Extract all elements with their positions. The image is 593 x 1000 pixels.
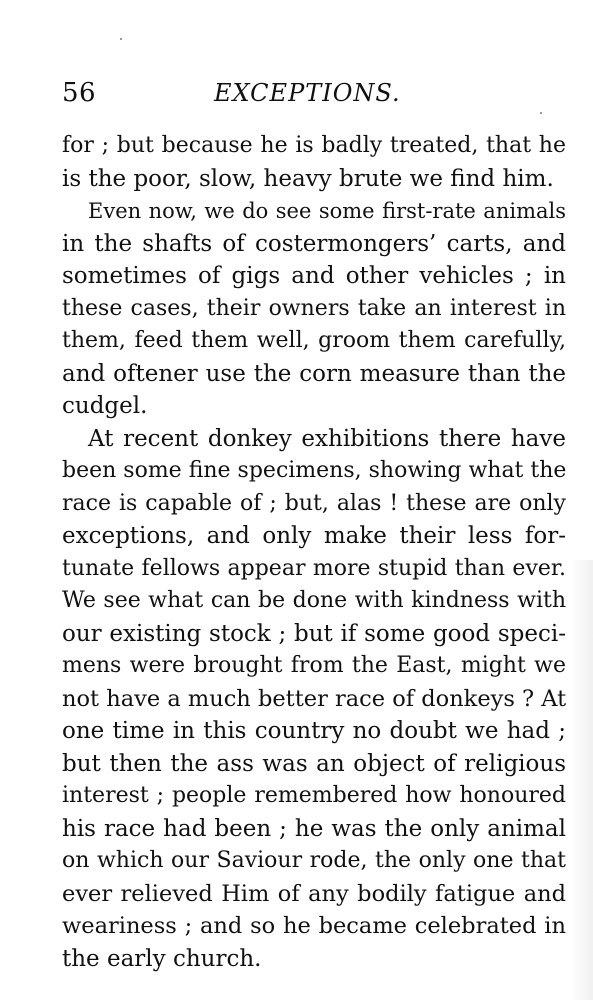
body-text [62, 130, 566, 975]
text-line: the early church. [62, 945, 262, 972]
text-line: been some fine specimens, showing what the [62, 458, 567, 483]
text-line: on which our Saviour rode, the only one that [62, 848, 566, 873]
text-line: for ; but because he is badly treated, that he [62, 133, 566, 158]
running-title: EXCEPTIONS. [214, 79, 401, 107]
text-line: mens were brought from the East, might we [62, 653, 566, 678]
paper-speck [540, 112, 542, 114]
text-line: tunate fellows appear more stupid than ever. [62, 555, 566, 581]
text-line: cudgel. [62, 393, 148, 419]
text-line: them, feed them well, groom them carefully, [62, 328, 566, 353]
text-line: our existing stock ; but if some good speci- [62, 620, 566, 647]
text-line: sometimes of gigs and other vehicles ; in [62, 263, 566, 289]
text-line: Even now, we do see some first-rate animals [88, 199, 566, 223]
text-line: these cases, their owners take an interest in [62, 295, 566, 321]
text-line: exceptions, and only make their less for- [62, 523, 566, 549]
text-line: not have a much better race of donkeys ? At [62, 685, 567, 712]
text-line: his race had been ; he was the only animal [62, 815, 566, 842]
text-line: but then the ass was an object of religious [62, 750, 566, 777]
page-edge-shadow [571, 560, 593, 1000]
text-line: one time in this country no doubt we had ; [62, 718, 566, 744]
text-line: We see what can be done with kindness with [62, 588, 566, 613]
running-head [62, 76, 566, 110]
text-line: weariness ; and so he became celebrated in [62, 913, 566, 939]
text-line: race is capable of ; but, alas ! these are only [62, 490, 566, 516]
text-line: in the shafts of costermongers’ carts, and [62, 230, 566, 257]
text-line: At recent donkey exhibitions there have [88, 425, 566, 452]
page-number: 56 [62, 78, 97, 108]
text-line: ever relieved Him of any bodily fatigue and [62, 880, 566, 907]
text-line: and oftener use the corn measure than the [62, 360, 566, 387]
text-line: interest ; people remembered how honoured [62, 783, 566, 808]
text-line: is the poor, slow, heavy brute we find him. [62, 165, 554, 192]
paper-speck [120, 38, 122, 40]
